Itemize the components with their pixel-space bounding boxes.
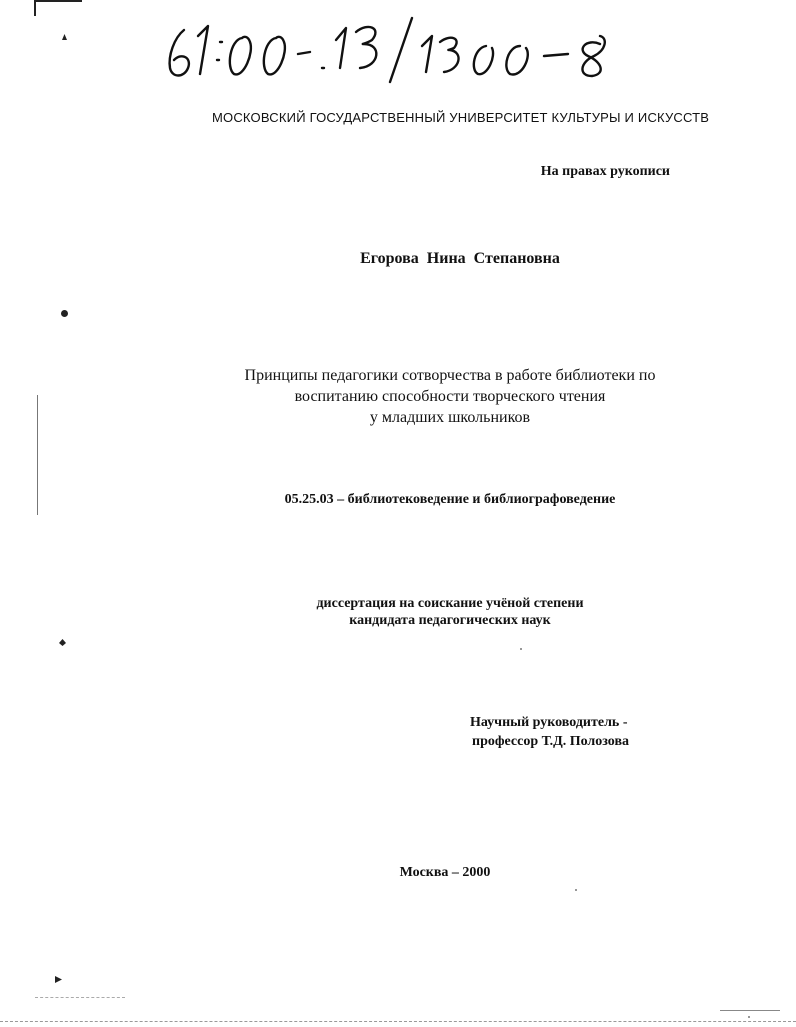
punch-hole-icon	[60, 309, 69, 318]
punch-hole-icon	[54, 975, 63, 984]
punch-hole-icon	[60, 33, 69, 42]
handwritten-archive-number	[160, 8, 760, 88]
scan-speck	[748, 1016, 750, 1018]
advisor-line: Научный руководитель -	[470, 715, 628, 730]
degree-line: кандидата педагогических наук	[349, 613, 551, 628]
scan-speck	[520, 648, 522, 650]
scan-edge-line	[37, 395, 38, 515]
specialty-code: 05.25.03 – библиотековедение и библиографоведение	[284, 492, 616, 507]
title-line: у младших школьников	[369, 409, 531, 426]
scientific-advisor	[470, 713, 680, 751]
dissertation-title	[160, 365, 740, 428]
degree-line: диссертация на соискание учёной степени	[316, 596, 584, 611]
author-name: Егорова Нина Степановна	[360, 250, 560, 267]
advisor-line: профессор Т.Д. Полозова	[472, 734, 630, 749]
degree-statement	[250, 595, 650, 629]
scan-bottom-line	[35, 997, 125, 998]
scan-bottom-line	[0, 1021, 796, 1022]
manuscript-note: На правах рукописи	[540, 164, 670, 179]
title-line: Принципы педагогики сотворчества в работе библиотеки по	[244, 367, 656, 384]
city-year: Москва – 2000	[399, 865, 491, 880]
scan-bottom-line	[720, 1010, 780, 1011]
title-line: воспитанию способности творческого чтения	[294, 388, 606, 405]
punch-hole-icon	[58, 638, 67, 647]
scan-edge-mark	[34, 0, 82, 16]
university-name: МОСКОВСКИЙ ГОСУДАРСТВЕННЫЙ УНИВЕРСИТЕТ КУЛЬТУРЫ И ИСКУССТВ	[212, 110, 710, 125]
scan-speck	[575, 889, 577, 891]
